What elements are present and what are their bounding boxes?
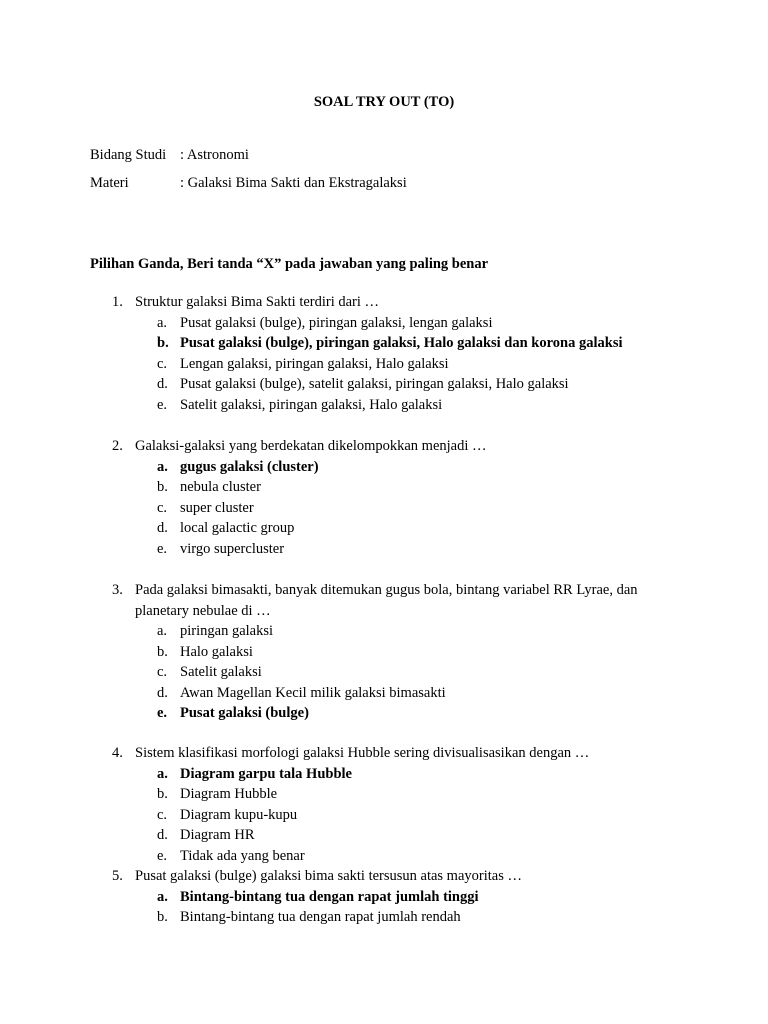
option-text: Diagram garpu tala Hubble xyxy=(180,765,352,782)
option-c[interactable] xyxy=(112,354,672,375)
option-letter: c. xyxy=(157,664,168,680)
option-b[interactable] xyxy=(112,642,672,663)
option-letter: e. xyxy=(157,847,168,864)
question-number: 4. xyxy=(112,745,123,761)
option-text: Pusat galaksi (bulge), piringan galaksi, lengan galaksi xyxy=(180,314,493,331)
option-letter: d. xyxy=(157,827,168,843)
page-title: SOAL TRY OUT (TO) xyxy=(313,94,455,110)
option-letter: c. xyxy=(157,806,168,823)
option-b[interactable] xyxy=(112,784,672,805)
meta-subject-row xyxy=(90,145,249,165)
option-e[interactable] xyxy=(112,395,672,416)
option-letter: a. xyxy=(157,458,168,475)
option-list xyxy=(112,313,672,416)
option-list xyxy=(112,457,672,560)
option-d[interactable] xyxy=(112,683,672,704)
option-letter: b. xyxy=(157,909,168,925)
option-c[interactable] xyxy=(112,498,672,519)
instructions: Pilihan Ganda, Beri tanda “X” pada jawaban yang paling benar xyxy=(90,256,489,272)
option-a[interactable] xyxy=(112,313,672,334)
option-letter: c. xyxy=(157,355,168,372)
subject-label: Bidang Studi xyxy=(90,147,167,163)
option-b-correct[interactable] xyxy=(112,333,672,354)
option-text: Diagram HR xyxy=(180,827,255,843)
option-text: Halo galaksi xyxy=(180,643,253,660)
option-text: piringan galaksi xyxy=(180,623,274,639)
option-text: Lengan galaksi, piringan galaksi, Halo galaksi xyxy=(180,355,449,372)
option-b[interactable] xyxy=(112,907,672,928)
option-text: Pusat galaksi (bulge), piringan galaksi, Halo galaksi dan korona galaksi xyxy=(180,335,623,351)
option-d[interactable] xyxy=(112,518,672,539)
option-c[interactable] xyxy=(112,805,672,826)
option-letter: b. xyxy=(157,643,168,660)
question-text: Pada galaksi bimasakti, banyak ditemukan gugus bola, bintang variabel RR Lyrae, dan planetary nebulae di … xyxy=(135,582,638,619)
question-text: Pusat galaksi (bulge) galaksi bima sakti tersusun atas mayoritas … xyxy=(135,868,522,884)
question-number: 3. xyxy=(112,582,123,598)
option-letter: d. xyxy=(157,684,168,701)
option-text: virgo supercluster xyxy=(180,540,285,557)
option-text: Pusat galaksi (bulge), satelit galaksi, piringan galaksi, Halo galaksi xyxy=(180,376,569,392)
option-letter: a. xyxy=(157,765,168,782)
option-letter: e. xyxy=(157,396,168,413)
question-2 xyxy=(112,436,672,559)
option-b[interactable] xyxy=(112,477,672,498)
question-5 xyxy=(112,866,672,928)
option-letter: a. xyxy=(157,314,168,331)
option-text: Bintang-bintang tua dengan rapat jumlah tinggi xyxy=(180,888,479,905)
option-letter: e. xyxy=(157,540,168,557)
material-value: : Galaksi Bima Sakti dan Ekstragalaksi xyxy=(180,175,407,191)
option-letter: a. xyxy=(157,888,168,905)
option-text: gugus galaksi (cluster) xyxy=(180,458,319,475)
option-letter: a. xyxy=(157,623,168,639)
option-letter: d. xyxy=(157,376,168,392)
question-number: 5. xyxy=(112,868,123,884)
option-text: local galactic group xyxy=(180,520,295,536)
option-list xyxy=(112,621,672,724)
option-text: Satelit galaksi, piringan galaksi, Halo galaksi xyxy=(180,396,443,413)
option-text: super cluster xyxy=(180,499,254,516)
subject-value: : Astronomi xyxy=(180,147,249,163)
option-a-correct[interactable] xyxy=(112,887,672,908)
option-list xyxy=(112,887,672,928)
option-d[interactable] xyxy=(112,825,672,846)
option-letter: c. xyxy=(157,499,168,516)
option-letter: b. xyxy=(157,479,168,495)
option-text: Awan Magellan Kecil milik galaksi bimasakti xyxy=(180,684,446,701)
question-3 xyxy=(112,580,672,724)
question-number: 2. xyxy=(112,438,123,454)
question-text: Galaksi-galaksi yang berdekatan dikelompokkan menjadi … xyxy=(135,438,487,454)
option-d[interactable] xyxy=(112,374,672,395)
option-text: nebula cluster xyxy=(180,479,261,495)
option-text: Pusat galaksi (bulge) xyxy=(180,705,309,721)
question-number: 1. xyxy=(112,294,123,310)
question-1 xyxy=(112,292,672,415)
question-4 xyxy=(112,743,672,866)
option-text: Diagram kupu-kupu xyxy=(180,806,298,823)
option-e[interactable] xyxy=(112,539,672,560)
option-text: Tidak ada yang benar xyxy=(180,847,305,864)
option-text: Satelit galaksi xyxy=(180,664,262,680)
option-a[interactable] xyxy=(112,621,672,642)
option-list xyxy=(112,764,672,867)
option-e[interactable] xyxy=(112,846,672,867)
option-e-correct[interactable] xyxy=(112,703,672,724)
option-text: Diagram Hubble xyxy=(180,786,278,802)
question-text: Sistem klasifikasi morfologi galaksi Hubble sering divisualisasikan dengan … xyxy=(135,745,590,761)
material-label: Materi xyxy=(90,175,129,191)
option-letter: b. xyxy=(157,786,168,802)
question-text: Struktur galaksi Bima Sakti terdiri dari … xyxy=(135,294,380,310)
option-letter: e. xyxy=(157,705,168,721)
option-text: Bintang-bintang tua dengan rapat jumlah rendah xyxy=(180,909,461,925)
option-a-correct[interactable] xyxy=(112,457,672,478)
option-c[interactable] xyxy=(112,662,672,683)
option-letter: b. xyxy=(157,335,169,351)
option-a-correct[interactable] xyxy=(112,764,672,785)
meta-material-row xyxy=(90,173,407,193)
option-letter: d. xyxy=(157,520,168,536)
